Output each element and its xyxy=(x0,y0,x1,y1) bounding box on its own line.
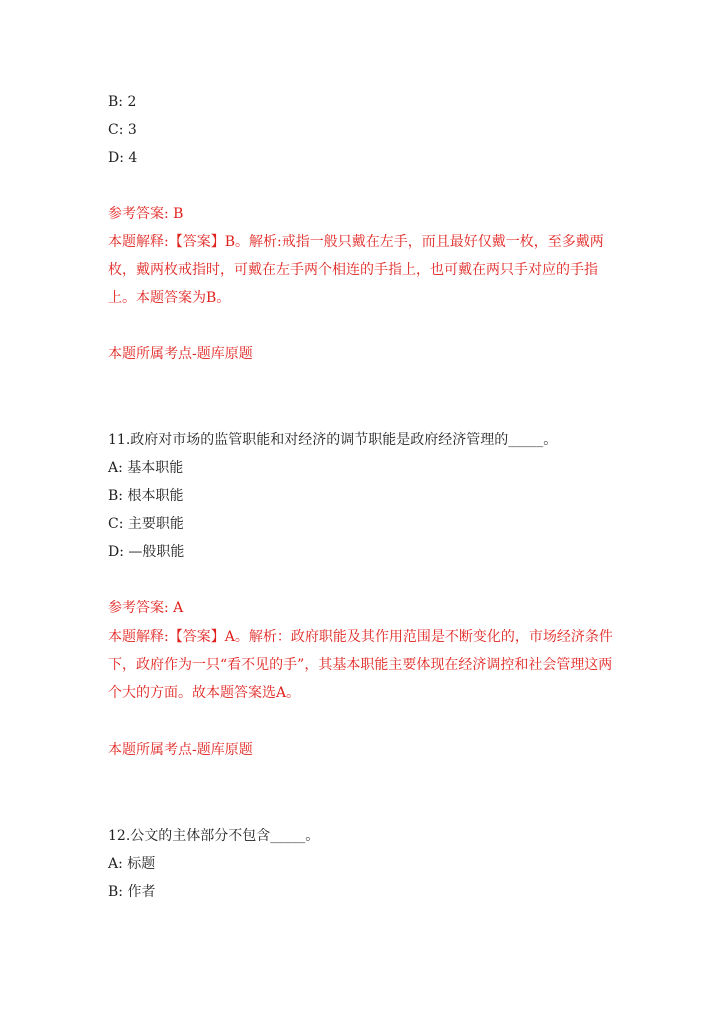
q11-answer: 参考答案: A xyxy=(108,600,184,616)
option-key: D xyxy=(108,150,120,166)
option-key: C xyxy=(108,516,119,532)
q11-option-a: A: 基本职能 xyxy=(108,460,184,476)
q10-option-b: B: 2 xyxy=(108,94,137,110)
q10-option-c: C: 3 xyxy=(108,122,137,138)
option-text: 根本职能 xyxy=(127,488,184,504)
q11-option-c: C: 主要职能 xyxy=(108,516,184,532)
q11-source: 本题所属考点-题库原题 xyxy=(108,742,253,758)
q10-source: 本题所属考点-题库原题 xyxy=(108,346,253,362)
option-text: 作者 xyxy=(127,884,156,900)
option-text: 3 xyxy=(127,122,137,138)
q12-question: 12.公文的主体部分不包含_____。 xyxy=(108,828,320,844)
option-text: 主要职能 xyxy=(127,516,184,532)
q11-explanation: 本题解释:【答案】A。解析：政府职能及其作用范围是不断变化的，市场经济条件下，政府作为一只“看不见的手”，其基本职能主要体现在经济调控和社会管理这两个大的方面。故本题答案选A。 xyxy=(108,629,613,701)
option-text: 标题 xyxy=(127,856,156,872)
option-key: B xyxy=(108,94,119,110)
q12-option-a: A: 标题 xyxy=(108,856,156,872)
option-text: 2 xyxy=(127,94,137,110)
q11-option-d: D: —般职能 xyxy=(108,544,185,560)
q12-option-b: B: 作者 xyxy=(108,884,156,900)
option-key: A xyxy=(108,460,119,476)
q10-explanation: 本题解释:【答案】B。解析:戒指一般只戴在左手，而且最好仅戴一枚，至多戴两枚，戴两枚戒指时，可戴在左手两个相连的手指上，也可戴在两只手对应的手指上。本题答案为B。 xyxy=(108,234,604,306)
option-text: —般职能 xyxy=(128,544,185,560)
option-text: 4 xyxy=(128,150,138,166)
q10-option-d: D: 4 xyxy=(108,150,138,166)
option-key: D xyxy=(108,544,120,560)
option-text: 基本职能 xyxy=(127,460,184,476)
q11-question: 11.政府对市场的监管职能和对经济的调节职能是政府经济管理的_____。 xyxy=(108,432,558,448)
option-key: A xyxy=(108,856,119,872)
option-key: B xyxy=(108,884,119,900)
q10-answer: 参考答案: B xyxy=(108,206,184,222)
q11-option-b: B: 根本职能 xyxy=(108,488,184,504)
option-key: C xyxy=(108,122,119,138)
option-key: B xyxy=(108,488,119,504)
